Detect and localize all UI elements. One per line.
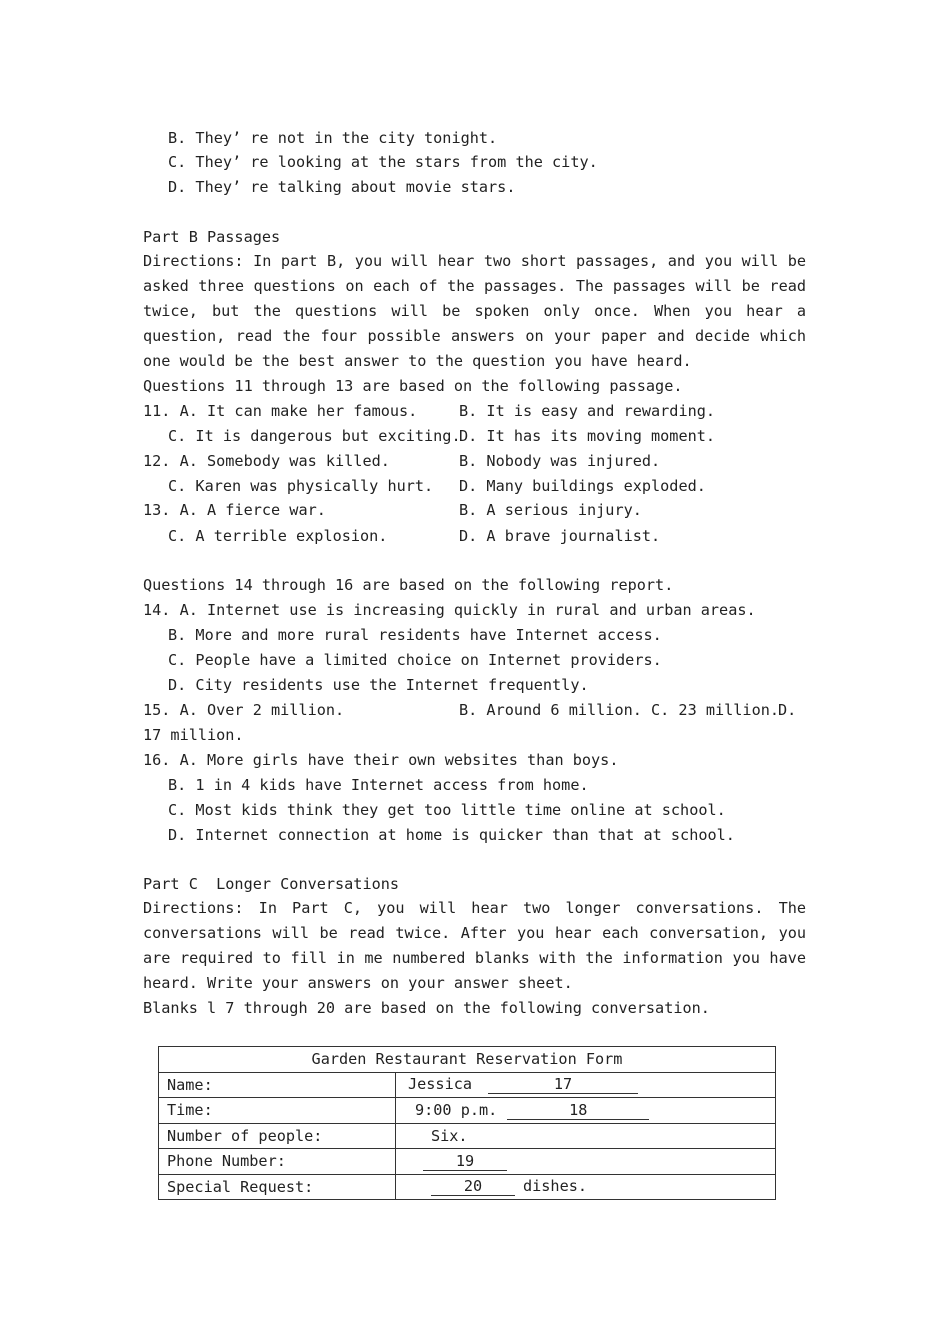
q12-option-c: C. Karen was physically hurt. (168, 477, 434, 495)
form-value-cell (396, 1072, 776, 1098)
q12-option-a: 12. A. Somebody was killed. (143, 452, 390, 470)
table-row (159, 1123, 776, 1149)
q15-option-d-continued: 17 million. (143, 726, 244, 744)
q11-option-c: C. It is dangerous but exciting. (168, 427, 461, 445)
table-row (159, 1072, 776, 1098)
form-value-cell (396, 1149, 776, 1175)
q14-option-b: B. More and more rural residents have Internet access. (168, 626, 662, 644)
q12-option-d: D. Many buildings exploded. (459, 477, 706, 495)
reservation-form-title: Garden Restaurant Reservation Form (159, 1047, 776, 1073)
part-b-directions: Directions: In part B, you will hear two short passages, and you will be asked three questions on each of the passages. The passages will be read twice, but the questions will be spoken only once. When you hear a question, read the four possible answers on your paper and decide which one would be the best answer to the question you have heard. (143, 252, 806, 370)
form-value-request-suffix: dishes. (523, 1177, 588, 1196)
table-row (159, 1098, 776, 1124)
part-b-intro-14-16: Questions 14 through 16 are based on the following report. (143, 576, 674, 594)
q13-option-a: 13. A. A fierce war. (143, 501, 326, 519)
q10-option-d: D. They’ re talking about movie stars. (168, 178, 516, 196)
form-label-request: Special Request: (159, 1174, 396, 1200)
q11-option-b: B. It is easy and rewarding. (459, 402, 716, 420)
part-c-directions: Directions: In Part C, you will hear two longer conversations. The conversations will be read twice. After you hear each conversation, you are required to fill in me numbered blanks with the information you have heard. Write your answers on your answer sheet. (143, 899, 806, 992)
form-value-time: 9:00 p.m. (415, 1100, 498, 1119)
q11-option-d: D. It has its moving moment. (459, 427, 716, 445)
q14-option-d: D. City residents use the Internet frequently. (168, 676, 589, 694)
q11-option-a: 11. A. It can make her famous. (143, 402, 418, 420)
part-c-intro-17-20: Blanks l 7 through 20 are based on the following conversation. (143, 999, 710, 1017)
q15-option-c: C. 23 million. (651, 701, 780, 719)
q15-option-d: D. (778, 701, 797, 719)
q15-option-a: 15. A. Over 2 million. (143, 701, 345, 719)
reservation-form-table (158, 1046, 776, 1200)
q14-option-c: C. People have a limited choice on Internet providers. (168, 651, 662, 669)
form-label-phone: Phone Number: (159, 1149, 396, 1175)
q10-option-b: B. They’ re not in the city tonight. (168, 129, 498, 147)
answer-blank-20[interactable]: 20 (431, 1178, 515, 1196)
form-value-name: Jessica (408, 1075, 473, 1094)
q13-option-b: B. A serious injury. (459, 501, 642, 519)
answer-blank-17[interactable]: 17 (488, 1076, 638, 1094)
q16-option-b: B. 1 in 4 kids have Internet access from home. (168, 776, 589, 794)
q14-option-a: 14. A. Internet use is increasing quickly in rural and urban areas. (143, 601, 756, 619)
form-label-people: Number of people: (159, 1123, 396, 1149)
q16-option-c: C. Most kids think they get too little time online at school. (168, 801, 726, 819)
form-value-people: Six. (431, 1126, 468, 1145)
q16-option-a: 16. A. More girls have their own websites than boys. (143, 751, 619, 769)
answer-blank-19[interactable]: 19 (423, 1153, 507, 1171)
table-row (159, 1149, 776, 1175)
table-row (159, 1174, 776, 1200)
form-label-name: Name: (159, 1072, 396, 1098)
q13-option-d: D. A brave journalist. (459, 527, 661, 545)
part-b-intro-11-13: Questions 11 through 13 are based on the following passage. (143, 377, 683, 395)
q10-option-c: C. They’ re looking at the stars from the city. (168, 153, 598, 171)
form-label-time: Time: (159, 1098, 396, 1124)
form-value-cell (396, 1098, 776, 1124)
part-b-title: Part B Passages (143, 228, 281, 246)
q15-option-b: B. Around 6 million. (459, 701, 642, 719)
q16-option-d: D. Internet connection at home is quicker than that at school. (168, 826, 735, 844)
q12-option-b: B. Nobody was injured. (459, 452, 661, 470)
form-value-cell (396, 1123, 776, 1149)
answer-blank-18[interactable]: 18 (507, 1102, 649, 1120)
part-c-title: Part C Longer Conversations (143, 875, 400, 893)
q13-option-c: C. A terrible explosion. (168, 527, 388, 545)
form-value-cell (396, 1174, 776, 1200)
